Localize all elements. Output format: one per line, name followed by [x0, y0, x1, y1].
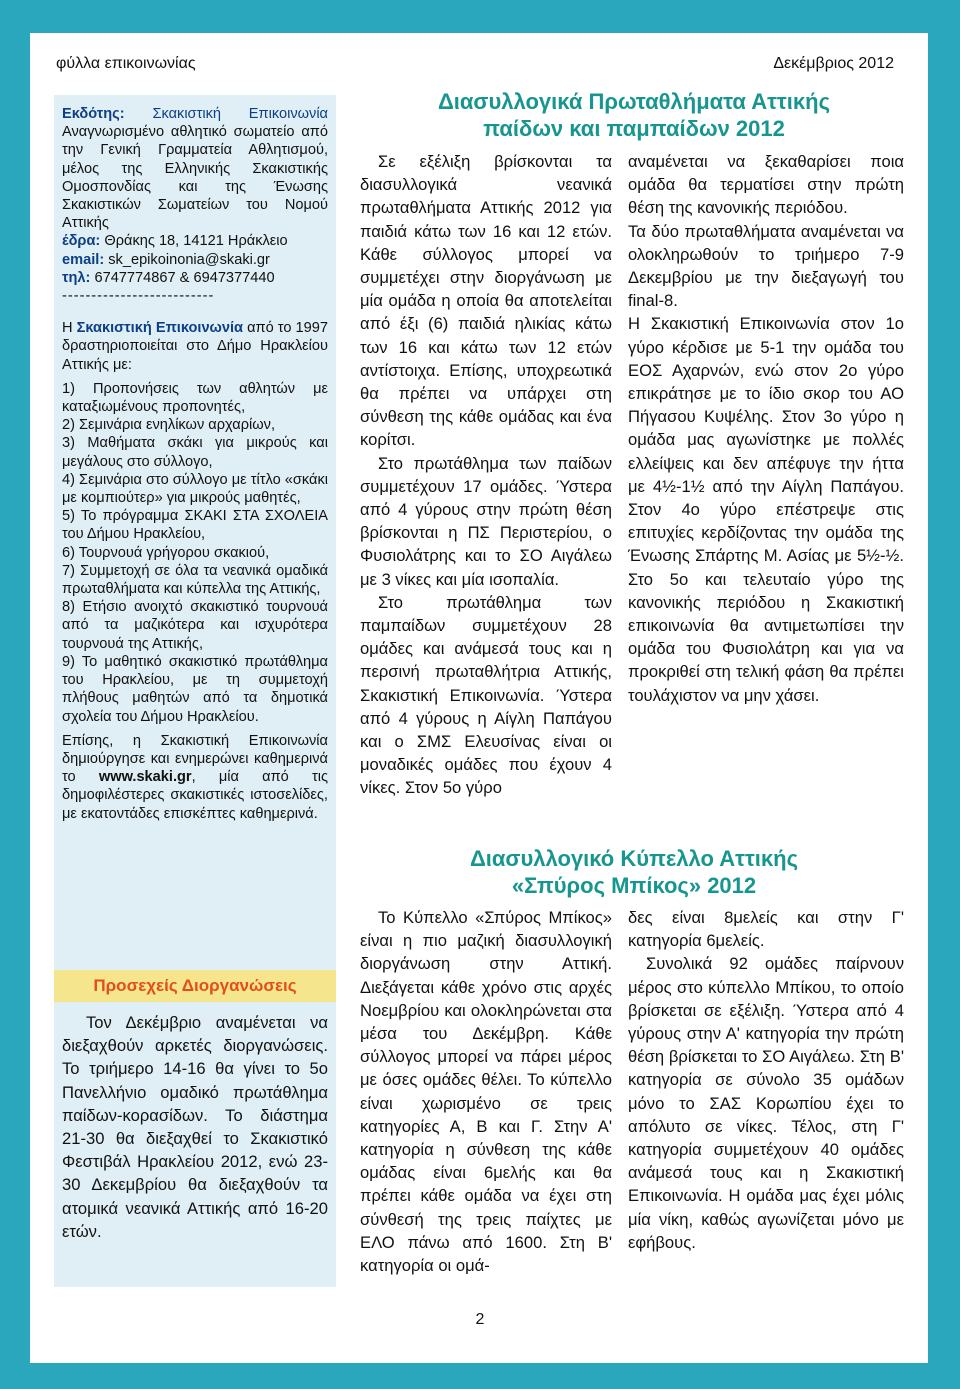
upcoming-events-heading: Προσεχείς Διοργανώσεις — [54, 970, 336, 1002]
article2-title-line2: «Σπύρος Μπίκος» 2012 — [511, 873, 757, 898]
activity-item: 3) Μαθήματα σκάκι για μικρούς και μεγάλους στο σύλλογο, — [62, 435, 328, 470]
intro-text-a: Η — [62, 320, 77, 337]
article2-column-1 — [360, 906, 612, 1277]
upcoming-events-body — [62, 1011, 328, 1243]
website-link[interactable]: www.skaki.gr — [98, 769, 192, 786]
article2-title — [356, 845, 912, 899]
publisher-name: Σκακιστική Επικοινωνία — [124, 106, 328, 122]
activity-item: 5) Το πρόγραμμα ΣΚΑΚΙ ΣΤΑ ΣΧΟΛΕΙΑ του Δήμου Ηρακλείου, — [62, 508, 328, 543]
article1-title-line2: παίδων και παμπαίδων 2012 — [483, 116, 785, 141]
activity-item: 6) Τουρνουά γρήγορου σκακιού, — [62, 544, 270, 561]
activity-item: 2) Σεμινάρια ενηλίκων αρχαρίων, — [62, 417, 276, 434]
activity-item: 7) Συμμετοχή σε όλα τα νεανικά ομαδικά πρωταθλήματα και κύπελλα της Αττικής, — [62, 562, 328, 598]
newsletter-page — [30, 33, 928, 1363]
article1-title-line1: Διασυλλογικά Πρωταθλήματα Αττικής — [437, 89, 831, 114]
article2-paragraph: Συνολικά 92 ομάδες παίρνουν μέρος στο κύπελλο Μπίκου, το οποίο βρίσκεται σε εξέλιξη. Ύστερα από 4 γύρους στην Α' κατηγορία την πρώτη θέση βρίσκεται το ΣΟ Αιγάλεω. Στη Β' κατηγορία σε σύνολο 35 ομάδων μόνο το ΣΑΣ Κορωπίου έχει το απόλυτο σε νίκες. Τέλος, στη Γ' κατηγορία συμμετέχουν 40 ομάδες ανάμεσά τους και η Σκακιστική Επικοινωνία. Η ομάδα μας έχει μόλις μία νίκη, καθώς αγωνίζεται μόνο με εφήβους. — [628, 954, 904, 1252]
article1-title — [356, 88, 912, 142]
article1-paragraph: Στο πρωτάθλημα των παίδων συμμετέχουν 17 ομάδες. Ύστερα από 4 γύρους στην πρώτη θέση βρίσκονται η ΠΣ Περιστερίου, ο Φυσιολάτρης και το ΣΟ Αιγάλεω με 3 νίκες και μία ισοπαλία. — [360, 453, 612, 589]
header-publication-name: φύλλα επικοινωνίας — [56, 55, 196, 72]
intro-text-b: από το 1997 δραστηριοποιείται στο Δήμο Ηρακλείου Αττικής με: — [62, 320, 328, 373]
header-issue-date: Δεκέμβριος 2012 — [773, 55, 894, 72]
article1-column-1 — [360, 150, 612, 800]
closing-text-a: Επίσης, η Σκακιστική Επικοινωνία δημιούργησε και ενημερώνει καθημερινά το — [62, 732, 328, 786]
article2-paragraph: Το Κύπελλο «Σπύρος Μπίκος» είναι η πιο μαζική διασυλλογική διοργάνωση στην Αττική. Διεξάγεται κάθε χρόνο στις αρχές Νοεμβρίου και ολοκληρώνεται στα μέσα του Δεκέμβρη. Κάθε σύλλογος μπορεί να πάρει μέρος με όσες ομάδες θέλει. Το κύπελλο είναι χωρισμένο σε τρεις κατηγορίες Α, Β και Γ. Στην Α' κατηγορία η σύνθεση της κάθε ομάδας είναι 6μελής και θα πρέπει κάθε ομάδα να έχει στη σύνθεσή της τρεις παίχτες με ΕΛΟ πάνω από 1600. Στη Β' κατηγορία οι ομά- — [360, 908, 612, 1276]
phone-label: τηλ: — [62, 269, 91, 286]
article1-paragraph: Στο πρωτάθλημα των παμπαίδων συμμετέχουν 28 ομάδες και ανάμεσά τους και η περσινή πρωταθλήτρια Αττικής, Σκακιστική Επικοινωνία. Ύστερα από 4 γύρους η Αίγλη Παπάγου και ο ΣΜΣ Ελευσίνας είναι οι μοναδικές ομάδες που έχουν 4 νίκες. Στον 5ο γύρο — [360, 592, 612, 798]
upcoming-events-text: Τον Δεκέμβριο αναμένεται να διεξαχθούν αρκετές διοργανώσεις. Το τριήμερο 14-16 θα γίνει το 5ο Πανελλήνιο ομαδικό πρωτάθλημα παίδων-κορασίδων. Το διάστημα 21-30 θα διεξαχθεί το Σκακιστικό Φεστιβάλ Ηρακλείου 2012, ενώ 23-30 Δεκεμβρίου θα διεξαχθούν τα ατομικά νεανικά Αττικής από 16-20 ετών. — [62, 1013, 328, 1241]
activity-item: 9) Το μαθητικό σκακιστικό πρωτάθλημα του Ηρακλείου, με τη συμμετοχή πλήθους μαθητών από τα δημοτικά σχολεία του Δήμου Ηρακλείου. — [62, 653, 328, 725]
email-value[interactable]: sk_epikoinonia@skaki.gr — [104, 251, 270, 268]
publisher-description: Αναγνωρισμένο αθλητικό σωματείο από την Γενική Γραμματεία Αθλητισμού, μέλος της Ελληνικής Σκακιστικής Ομοσπονδίας και της Ένωσης Σκακιστικών Σωματείων του Νομού Αττικής — [62, 124, 328, 232]
publisher-label: Εκδότης: — [62, 106, 125, 122]
page-number: 2 — [475, 1311, 485, 1328]
intro-club-name: Σκακιστική Επικοινωνία — [76, 320, 244, 337]
article2-paragraph: δες είναι 8μελείς και στην Γ' κατηγορία 6μελείς. — [628, 908, 904, 951]
article1-paragraph: Τα δύο πρωταθλήματα αναμένεται να ολοκληρωθούν το τριήμερο 7-9 Δεκεμβρίου με την διεξαγωγή του final-8. — [628, 221, 904, 311]
article1-paragraph: Η Σκακιστική Επικοινωνία στον 1ο γύρο κέρδισε με 5-1 την ομάδα του ΕΟΣ Αχαρνών, ενώ στον 2ο γύρο επικράτησε με το ίδιο σκορ του ΑΟ Πήγασου Κυψέλης. Στον 3ο γύρο η ομάδα μας αγωνίστηκε με πολλές ελλείψεις και δεν απέφυγε την ήττα με 4½-1½ από την Αίγλη Παπάγου. Στον 4ο γύρο επέστρεψε στις επιτυχίες κερδίζοντας την ομάδα της Ένωσης Σπάρτης Μ. Ασίας με 5½-½. Στο 5ο και τελευταίο γύρο της κανονικής περιόδου η Σκακιστική επικοινωνία θα αντιμετωπίσει την ομάδα του Φυσιολάτρη και για να προκριθεί στη τελική φάση θα πρέπει τουλάχιστον να μην χάσει. — [628, 314, 904, 705]
article2-title-line1: Διασυλλογικό Κύπελλο Αττικής — [469, 846, 799, 871]
closing-text-b: , μία από τις δημοφιλέστερες σκακιστικές ιστοσελίδες, με εκατοντάδες επισκέπτες καθημερινά. — [62, 769, 329, 822]
article1-column-2 — [628, 150, 904, 707]
activity-item: 4) Σεμινάρια στο σύλλογο με τίτλο «σκάκι με κομπιούτερ» για μικρούς μαθητές, — [62, 471, 328, 507]
sidebar-info — [62, 105, 328, 823]
email-label: email: — [62, 251, 105, 268]
seat-label: έδρα: — [62, 233, 101, 250]
seat-value: Θράκης 18, 14121 Ηράκλειο — [100, 233, 288, 250]
activity-item: 1) Προπονήσεις των αθλητών με καταξιωμένους προπονητές, — [62, 380, 328, 416]
separator-line: -------------------------- — [62, 288, 215, 305]
article1-paragraph: αναμένεται να ξεκαθαρίσει ποια ομάδα θα τερματίσει στην πρώτη θέση της κανονικής περιόδου. — [628, 152, 904, 218]
activity-item: 8) Ετήσιο ανοιχτό σκακιστικό τουρνουά από τα μαζικότερα και ισχυρότερα τουρνουά της Αττικής, — [62, 599, 328, 652]
article2-column-2 — [628, 906, 904, 1254]
phone-value: 6747774867 & 6947377440 — [90, 269, 275, 286]
article1-paragraph: Σε εξέλιξη βρίσκονται τα διασυλλογικά νεανικά πρωταθλήματα Αττικής 2012 για παιδιά κάτω των 16 και 12 ετών. Κάθε σύλλογος μπορεί να συμμετέχει στην διοργάνωση με μία ομάδα η οποία θα αποτελείται από έξι (6) παιδιά ηλικίας κάτω των 16 και κάτω των 12 ετών αντίστοιχα. Επίσης, υποχρεωτικά θα πρέπει να υπάρχει στη σύνθεση της κάθε ομάδας και ένα κορίτσι. — [360, 152, 612, 450]
